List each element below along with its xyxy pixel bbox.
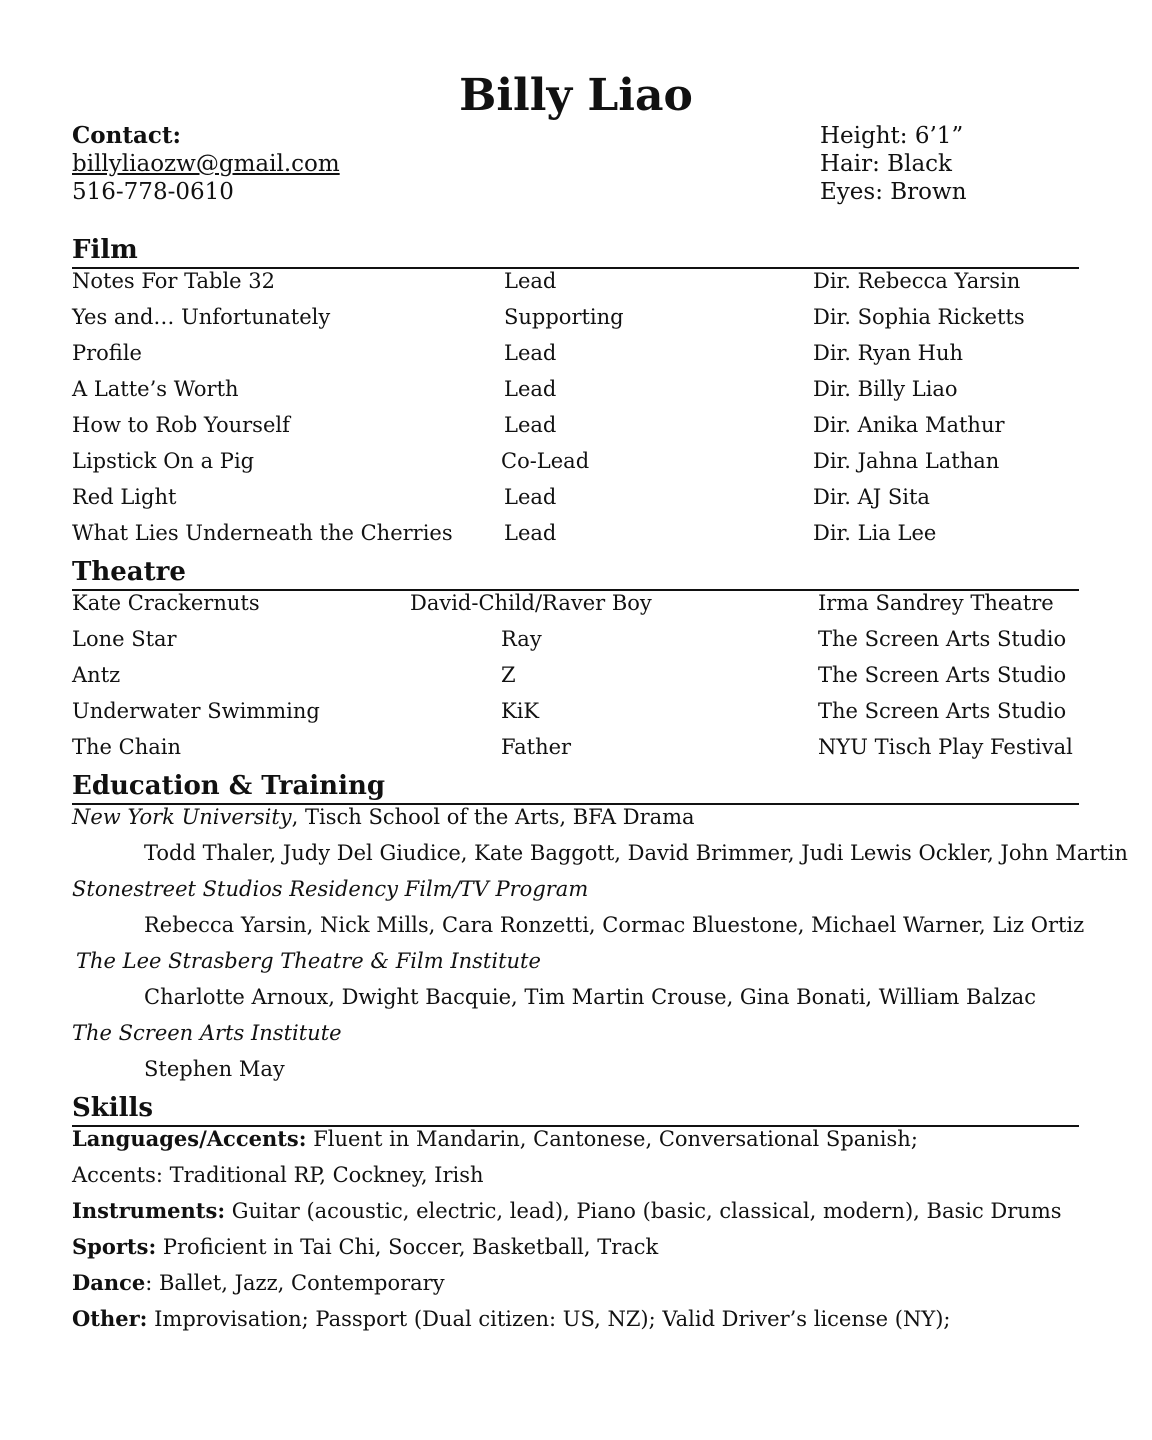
- theatre-venue: The Screen Arts Studio: [818, 699, 1067, 723]
- film-title: Yes and… Unfortunately: [72, 305, 331, 329]
- skill-label: Other:: [72, 1306, 148, 1331]
- education-heading: Education & Training: [72, 770, 1079, 805]
- film-role: Lead: [504, 521, 557, 545]
- film-row: [0, 482, 1152, 518]
- contact-label: Contact:: [72, 122, 182, 149]
- film-row: [0, 446, 1152, 482]
- theatre-role: David-Child/Raver Boy: [410, 591, 652, 615]
- theatre-title: Kate Crackernuts: [72, 591, 260, 615]
- physical-stats: [820, 122, 967, 206]
- phone-number: 516-778-0610: [72, 179, 234, 205]
- theatre-row: [0, 624, 1152, 660]
- screenarts-teachers: Stephen May: [144, 1057, 285, 1081]
- theatre-role: Father: [501, 735, 572, 759]
- school-name: Stonestreet Studios Residency Film/TV Program: [72, 877, 589, 901]
- film-role: Co-Lead: [501, 449, 590, 473]
- education-strasberg: [76, 946, 541, 976]
- skill-other: [72, 1304, 950, 1334]
- film-title: What Lies Underneath the Cherries: [72, 521, 453, 545]
- film-director: Dir. AJ Sita: [813, 485, 930, 509]
- film-role: Lead: [504, 341, 557, 365]
- strasberg-teachers: Charlotte Arnoux, Dwight Bacquie, Tim Martin Crouse, Gina Bonati, William Balzac: [144, 985, 1036, 1009]
- skill-dance: [72, 1268, 445, 1298]
- film-director: Dir. Rebecca Yarsin: [813, 269, 1021, 293]
- theatre-row: [0, 588, 1152, 624]
- email-link[interactable]: billyliaozw@gmail.com: [72, 151, 340, 177]
- skills-heading: Skills: [72, 1092, 1079, 1127]
- skill-instruments: [72, 1196, 1062, 1226]
- skill-label: Dance: [72, 1270, 146, 1295]
- resume-name: Billy Liao: [459, 70, 693, 121]
- theatre-venue: NYU Tisch Play Festival: [818, 735, 1073, 759]
- film-row: [0, 410, 1152, 446]
- film-role: Lead: [504, 485, 557, 509]
- theatre-venue: Irma Sandrey Theatre: [818, 591, 1054, 615]
- theatre-venue: The Screen Arts Studio: [818, 663, 1067, 687]
- school-name: The Screen Arts Institute: [72, 1021, 342, 1045]
- theatre-row: [0, 696, 1152, 732]
- theatre-role: Ray: [501, 627, 542, 651]
- film-director: Dir. Anika Mathur: [813, 413, 1005, 437]
- film-row: [0, 302, 1152, 338]
- eyes-stat: Eyes: Brown: [820, 179, 967, 205]
- hair-stat: Hair: Black: [820, 151, 952, 177]
- skill-text: Fluent in Mandarin, Cantonese, Conversational Spanish;: [306, 1127, 918, 1151]
- nyu-teachers: Todd Thaler, Judy Del Giudice, Kate Baggott, David Brimmer, Judi Lewis Ockler, John Martin: [144, 841, 1128, 865]
- film-title: Profile: [72, 341, 142, 365]
- skill-languages: [72, 1124, 918, 1154]
- film-director: Dir. Lia Lee: [813, 521, 937, 545]
- theatre-title: Underwater Swimming: [72, 699, 320, 723]
- skill-sports: [72, 1232, 658, 1262]
- film-role: Lead: [504, 377, 557, 401]
- film-director: Dir. Sophia Ricketts: [813, 305, 1025, 329]
- skill-text: : Ballet, Jazz, Contemporary: [145, 1271, 445, 1295]
- school-name: The Lee Strasberg Theatre & Film Institute: [76, 949, 541, 973]
- stonestreet-teachers: Rebecca Yarsin, Nick Mills, Cara Ronzetti, Cormac Bluestone, Michael Warner, Liz Ortiz: [144, 913, 1085, 937]
- education-screenarts: [72, 1018, 342, 1048]
- skill-accents: Accents: Traditional RP, Cockney, Irish: [72, 1163, 484, 1187]
- school-name: New York University: [72, 805, 292, 829]
- film-title: Lipstick On a Pig: [72, 449, 255, 473]
- education-nyu: [72, 802, 695, 832]
- contact-block: [72, 122, 340, 206]
- skill-label: Languages/Accents:: [72, 1126, 307, 1151]
- skill-label: Instruments:: [72, 1198, 226, 1223]
- theatre-title: The Chain: [72, 735, 181, 759]
- theatre-role: KiK: [501, 699, 540, 723]
- film-title: A Latte’s Worth: [72, 377, 239, 401]
- film-title: How to Rob Yourself: [72, 413, 290, 437]
- theatre-row: [0, 660, 1152, 696]
- film-role: Lead: [504, 413, 557, 437]
- theatre-role: Z: [501, 663, 516, 687]
- film-row: [0, 518, 1152, 554]
- film-row: [0, 374, 1152, 410]
- film-director: Dir. Ryan Huh: [813, 341, 964, 365]
- theatre-title: Lone Star: [72, 627, 177, 651]
- theatre-row: [0, 732, 1152, 768]
- film-role: Supporting: [504, 305, 624, 329]
- height-stat: Height: 6’1”: [820, 123, 964, 149]
- theatre-heading: Theatre: [72, 556, 1079, 591]
- film-row: [0, 266, 1152, 302]
- film-row: [0, 338, 1152, 374]
- skill-text: Proficient in Tai Chi, Soccer, Basketball, Track: [156, 1235, 659, 1259]
- school-detail: , Tisch School of the Arts, BFA Drama: [291, 805, 695, 829]
- theatre-title: Antz: [72, 663, 121, 687]
- film-director: Dir. Jahna Lathan: [813, 449, 1000, 473]
- theatre-venue: The Screen Arts Studio: [818, 627, 1067, 651]
- skill-text: Guitar (acoustic, electric, lead), Piano (basic, classical, modern), Basic Drums: [225, 1199, 1062, 1223]
- education-stonestreet: [72, 874, 588, 904]
- film-title: Red Light: [72, 485, 177, 509]
- skill-text: Improvisation; Passport (Dual citizen: US, NZ); Valid Driver’s license (NY);: [147, 1307, 951, 1331]
- skill-label: Sports:: [72, 1234, 157, 1259]
- film-title: Notes For Table 32: [72, 269, 275, 293]
- film-heading: Film: [72, 234, 1079, 269]
- film-role: Lead: [504, 269, 557, 293]
- film-director: Dir. Billy Liao: [813, 377, 958, 401]
